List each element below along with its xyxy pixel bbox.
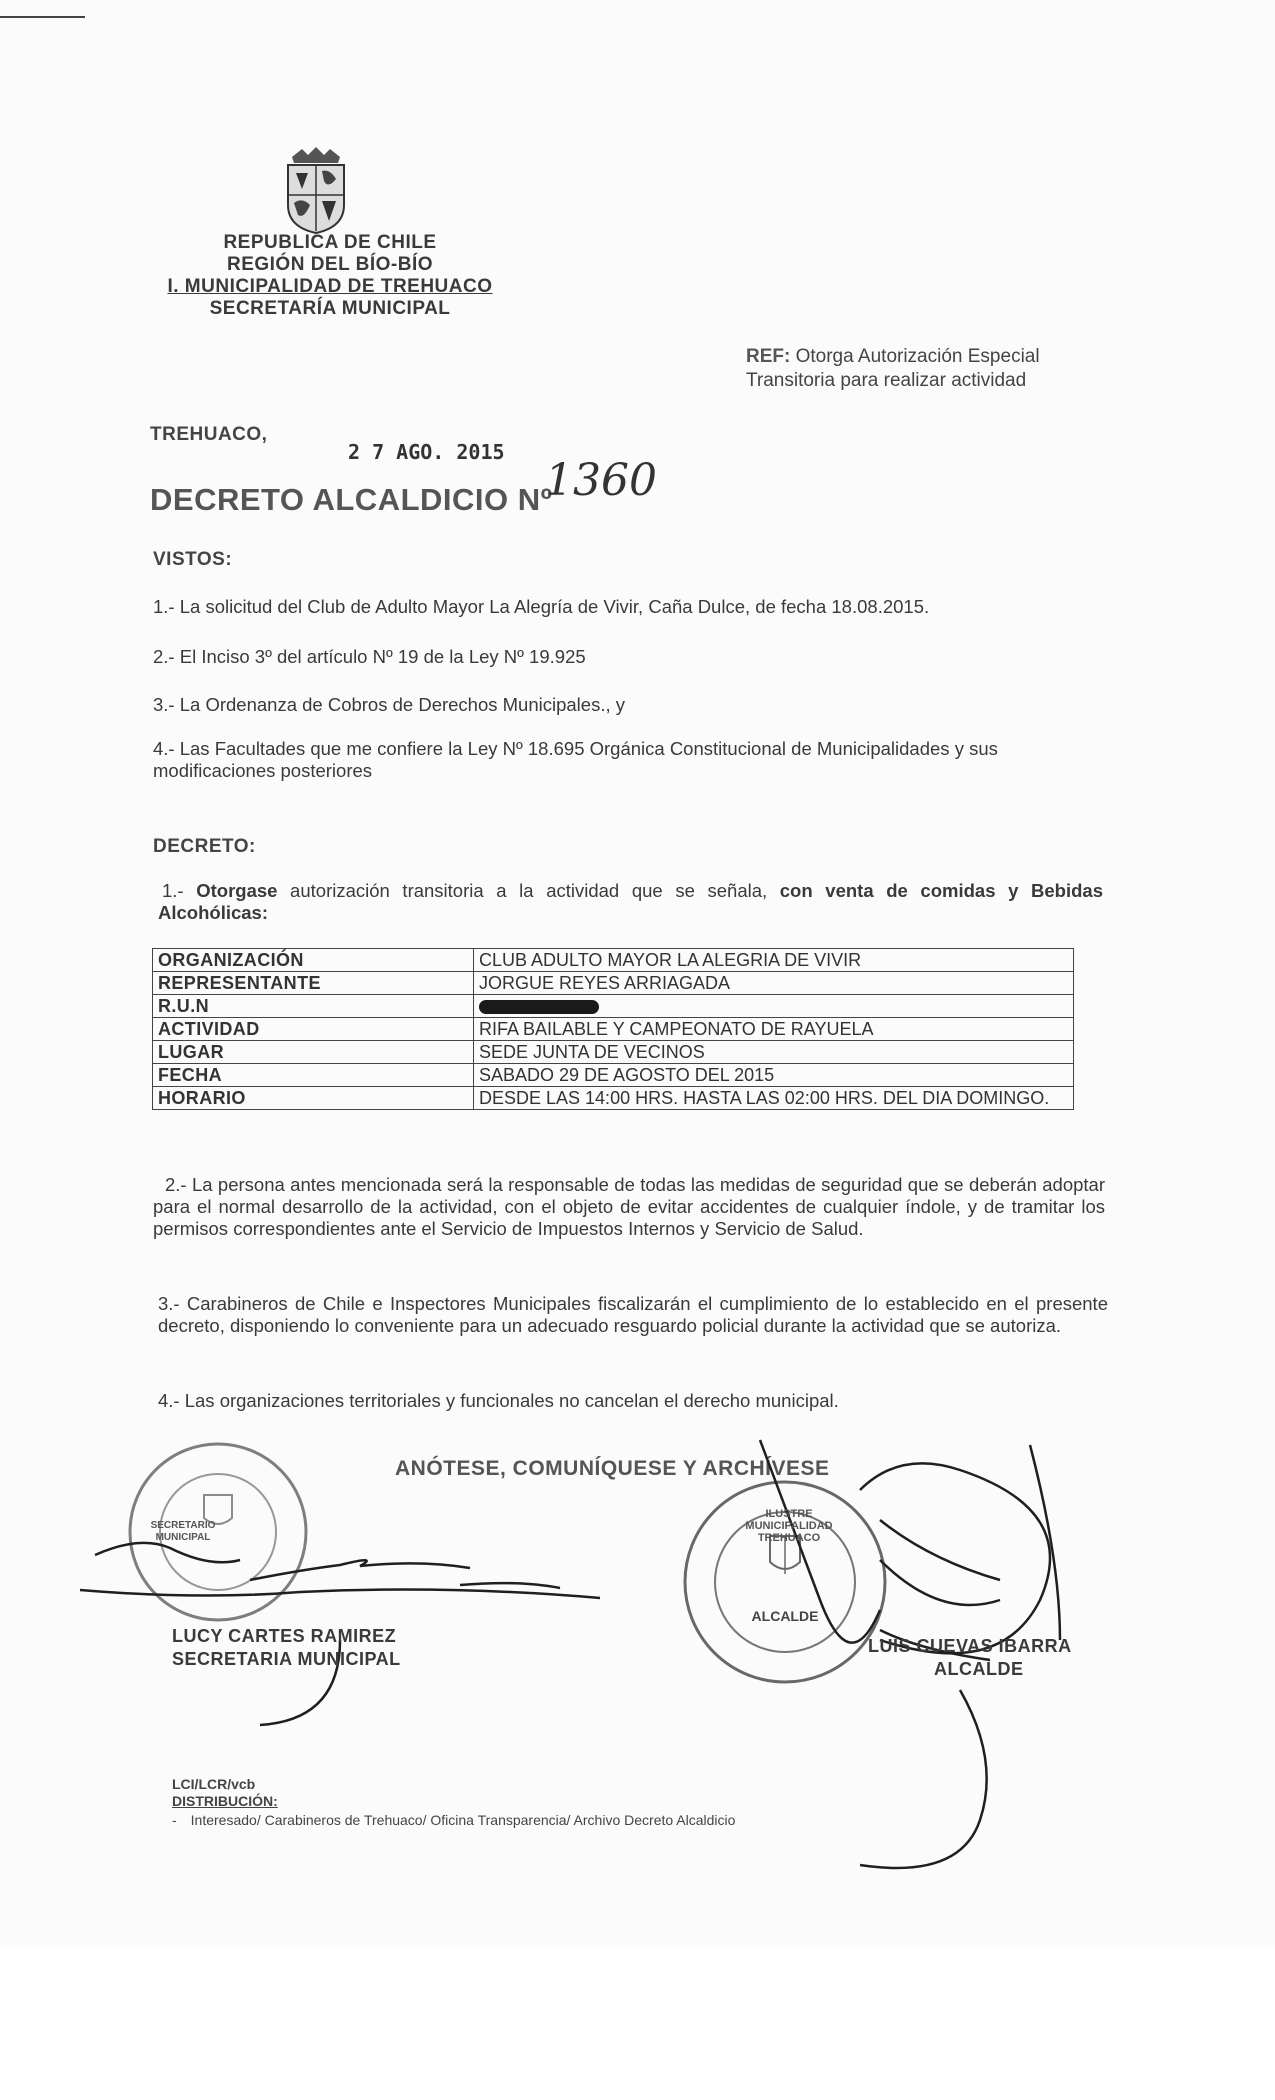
vistos-item-3: 3.- La Ordenanza de Cobros de Derechos Municipales., y: [153, 694, 626, 715]
row-key: R.U.N: [153, 995, 474, 1018]
ref-label: REF:: [746, 346, 791, 367]
row-key: LUGAR: [153, 1041, 474, 1064]
vistos-title: VISTOS:: [153, 549, 233, 570]
decreto-point-1: [158, 880, 1103, 924]
table-row: [153, 995, 1074, 1018]
point-1-text: autorización transitoria a la actividad que se señala,: [277, 880, 780, 901]
distribution-recipients: Interesado/ Carabineros de Trehuaco/ Oficina Transparencia/ Archivo Decreto Alcaldicio: [190, 1812, 736, 1828]
row-value: CLUB ADULTO MAYOR LA ALEGRIA DE VIVIR: [474, 949, 1074, 972]
header-secretariat: SECRETARÍA MUNICIPAL: [209, 298, 451, 319]
left-seal-text: SECRETARIO MUNICIPAL: [150, 1520, 216, 1543]
ref-line-1: Otorga Autorización Especial: [795, 346, 1040, 367]
right-seal-ring-text: ILUSTRE MUNICIPALIDAD TREHUACO: [745, 1508, 833, 1544]
activity-details-table: [152, 948, 1074, 1110]
distribution-title: DISTRIBUCIÓN:: [172, 1793, 278, 1809]
mayor-role: ALCALDE: [934, 1659, 1024, 1679]
decreto-point-2: 2.- La persona antes mencionada será la responsable de todas las medidas de seguridad que se deberán adoptar para el normal desarrollo de la actividad, con el objeto de evitar accidentes de cualquier índole, y de tramitar los permisos correspondientes ante el Servicio de Impuestos Internos y Servicio de Salud.: [153, 1174, 1105, 1239]
right-seal-center-text: ALCALDE: [751, 1608, 819, 1624]
secretary-role: SECRETARIA MUNICIPAL: [172, 1649, 401, 1669]
scan-artifact-line: [0, 16, 85, 18]
table-row: [153, 1087, 1074, 1110]
table-row: [153, 949, 1074, 972]
row-value-redacted: [474, 995, 1074, 1018]
ref-line-2: Transitoria para realizar actividad: [746, 370, 1027, 391]
list-bullet-icon: -: [172, 1812, 177, 1828]
row-value: JORGUE REYES ARRIAGADA: [474, 972, 1074, 995]
point-1-bold-conditions: con venta de comidas y Bebidas Alcohólicas:: [158, 880, 1103, 923]
place-label: TREHUACO,: [150, 424, 268, 445]
row-key: ORGANIZACIÓN: [153, 949, 474, 972]
row-value: DESDE LAS 14:00 HRS. HASTA LAS 02:00 HRS. DEL DIA DOMINGO.: [474, 1087, 1074, 1110]
row-value: SEDE JUNTA DE VECINOS: [474, 1041, 1074, 1064]
row-key: ACTIVIDAD: [153, 1018, 474, 1041]
vistos-item-4: 4.- Las Facultades que me confiere la Ley Nº 18.695 Orgánica Constitucional de Municipalidades y sus modificaciones posteriores: [153, 738, 998, 781]
header-republic: REPUBLICA DE CHILE: [223, 232, 437, 253]
decree-number: 1360: [545, 455, 657, 506]
municipal-crest-icon: [278, 145, 354, 235]
initials: LCI/LCR/vcb: [172, 1776, 256, 1792]
row-key: FECHA: [153, 1064, 474, 1087]
header-region: REGIÓN DEL BÍO-BÍO: [226, 254, 434, 275]
redaction-mark: [479, 1000, 599, 1014]
secretary-name: LUCY CARTES RAMIREZ: [172, 1626, 397, 1646]
row-value: SABADO 29 DE AGOSTO DEL 2015: [474, 1064, 1074, 1087]
table-row: [153, 1064, 1074, 1087]
row-key: REPRESENTANTE: [153, 972, 474, 995]
table-row: [153, 1018, 1074, 1041]
mayor-name: LUIS CUEVAS IBARRA: [868, 1636, 1072, 1656]
point-1-prefix: 1.-: [162, 880, 197, 901]
decree-title: DECRETO ALCALDICIO Nº: [150, 482, 553, 517]
row-value: RIFA BAILABLE Y CAMPEONATO DE RAYUELA: [474, 1018, 1074, 1041]
decreto-point-3: 3.- Carabineros de Chile e Inspectores Municipales fiscalizarán el cumplimiento de lo establecido en el presente decreto, disponiendo lo conveniente para un adecuado resguardo policial durante la actividad que se autoriza.: [158, 1293, 1108, 1336]
decreto-title: DECRETO:: [153, 836, 256, 857]
distribution-list: [172, 1812, 735, 1828]
vistos-item-2: 2.- El Inciso 3º del artículo Nº 19 de la Ley Nº 19.925: [153, 646, 586, 667]
point-1-bold-verb: Otorgase: [196, 880, 278, 901]
date-stamp: 2 7 AGO. 2015: [348, 440, 505, 464]
vistos-item-1: 1.- La solicitud del Club de Adulto Mayor La Alegría de Vivir, Caña Dulce, de fecha 18.08.2015.: [153, 596, 930, 617]
header-municipality: I. MUNICIPALIDAD DE TREHUACO: [167, 276, 493, 297]
decreto-point-4: 4.- Las organizaciones territoriales y funcionales no cancelan el derecho municipal.: [158, 1390, 839, 1411]
reference-block: [746, 345, 1040, 393]
table-row: [153, 1041, 1074, 1064]
row-key: HORARIO: [153, 1087, 474, 1110]
closing-formula: ANÓTESE, COMUNÍQUESE Y ARCHÍVESE: [395, 1457, 830, 1480]
table-row: [153, 972, 1074, 995]
